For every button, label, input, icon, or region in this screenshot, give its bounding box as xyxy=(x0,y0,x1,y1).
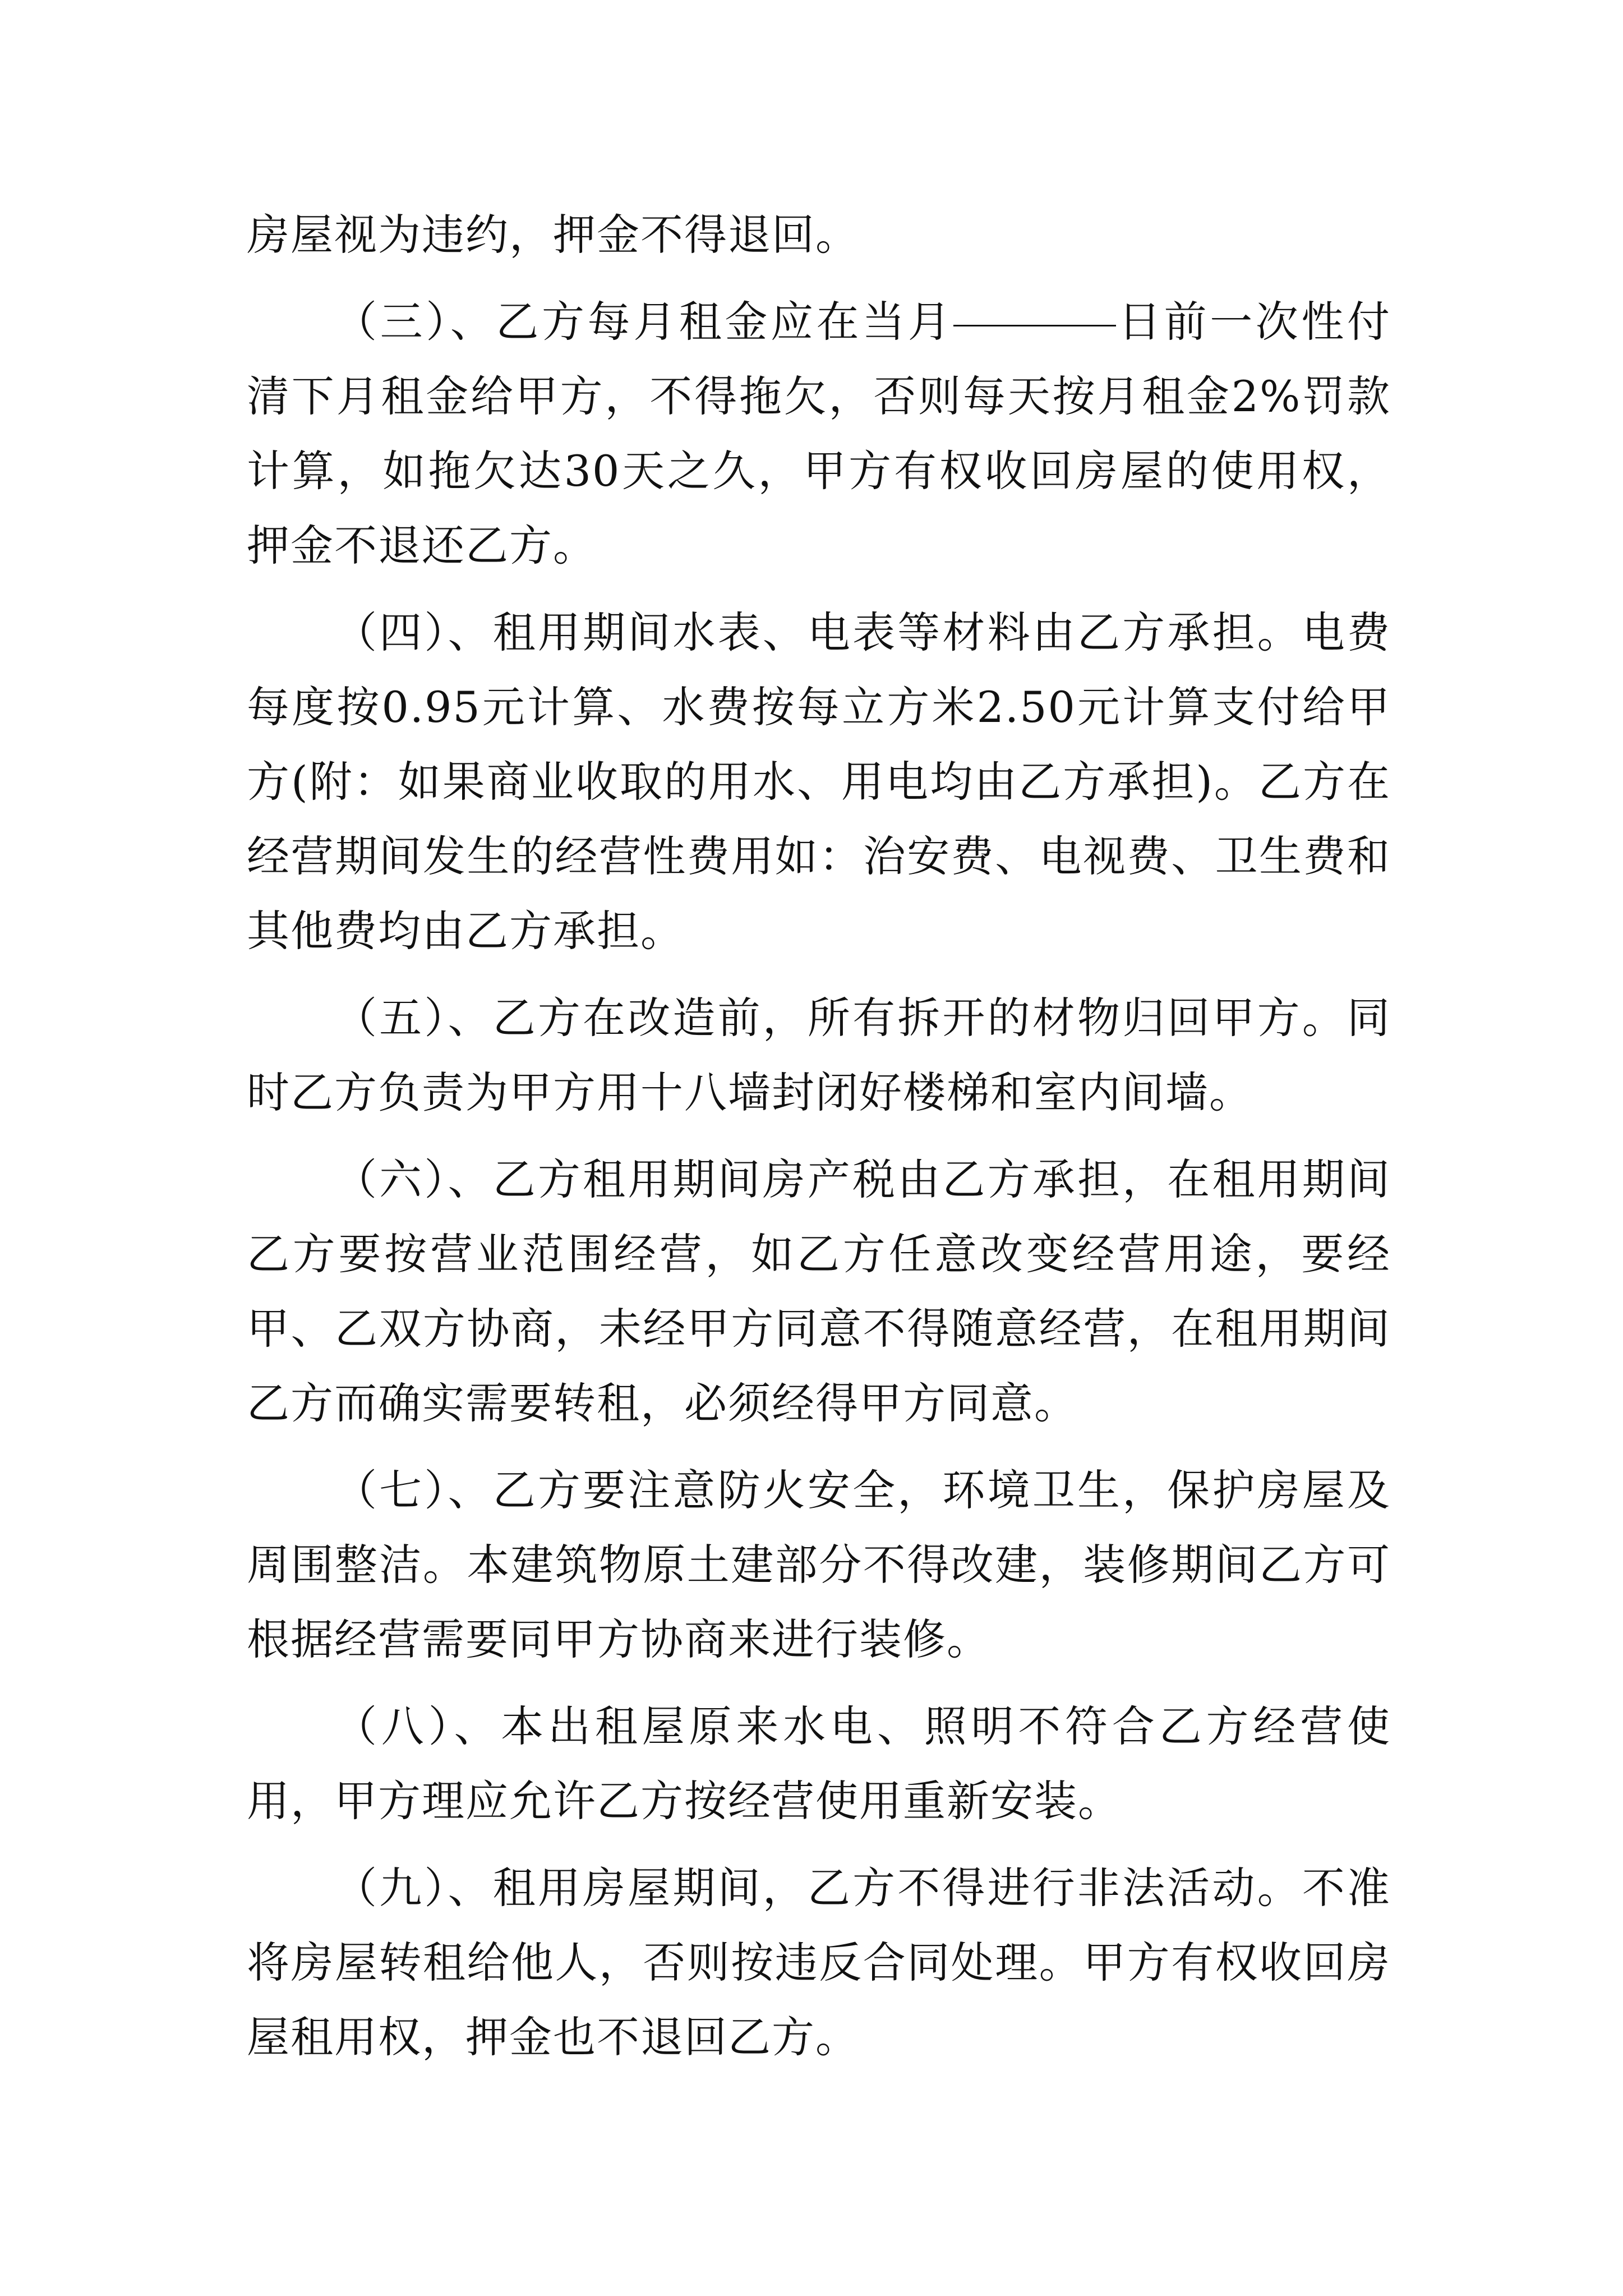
paragraph-clause-7: （七）、乙方要注意防火安全，环境卫生，保护房屋及周围整洁。本建筑物原土建部分不得改建，装修期间乙方可根据经营需要同甲方协商来进行装修。 xyxy=(247,1465,1391,1664)
document-body xyxy=(247,197,1391,2074)
paragraph-clause-8: （八）、本出租屋原来水电、照明不符合乙方经营使用，甲方理应允许乙方按经营使用重新安装。 xyxy=(247,1701,1391,1826)
clause-3-text-after: 日前一次性付清下月租金给甲方，不得拖欠，否则每天按月租金2%罚款计算，如拖欠达30天之久，甲方有权收回房屋的使用权，押金不退还乙方。 xyxy=(247,297,1391,570)
payment-day-blank xyxy=(953,324,1116,326)
paragraph-clause-5: （五）、乙方在改造前，所有拆开的材物归回甲方。同时乙方负责为甲方用十八墙封闭好楼梯和室内间墙。 xyxy=(247,993,1391,1117)
paragraph-clause-6: （六）、乙方租用期间房产税由乙方承担，在租用期间乙方要按营业范围经营，如乙方任意改变经营用途，要经甲、乙双方协商，未经甲方同意不得随意经营，在租用期间乙方而确实需要转租，必须经得甲方同意。 xyxy=(247,1154,1391,1428)
paragraph-clause-3 xyxy=(247,284,1391,583)
paragraph-clause-9: （九）、租用房屋期间，乙方不得进行非法活动。不准将房屋转租给他人，否则按违反合同处理。甲方有权收回房屋租用权，押金也不退回乙方。 xyxy=(247,1863,1391,2062)
clause-3-text-before: （三）、乙方每月租金应在当月 xyxy=(334,297,954,347)
paragraph-continuation: 房屋视为违约，押金不得退回。 xyxy=(247,210,859,260)
paragraph-clause-4: （四）、租用期间水表、电表等材料由乙方承担。电费每度按0.95元计算、水费按每立方米2.50元计算支付给甲方(附：如果商业收取的用水、用电均由乙方承担)。乙方在经营期间发生的经营性费用如：治安费、电视费、卫生费和其他费均由乙方承担。 xyxy=(247,608,1391,956)
